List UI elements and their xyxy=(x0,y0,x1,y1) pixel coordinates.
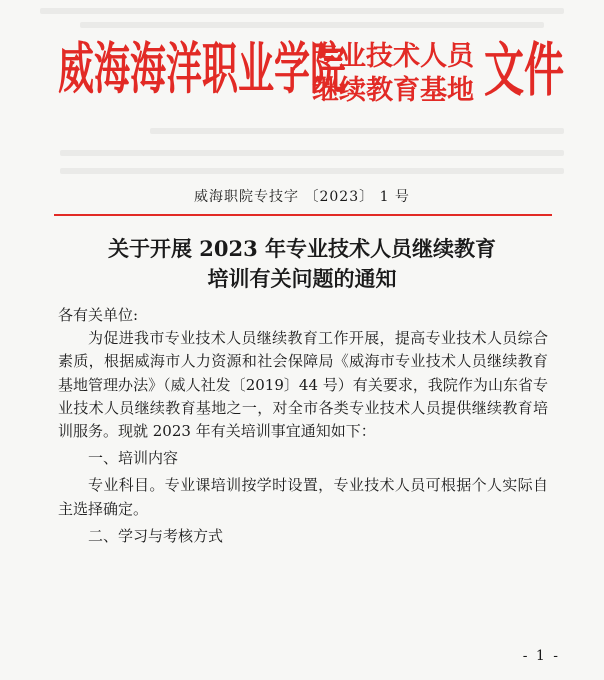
section-heading-1: 一、培训内容 xyxy=(88,449,179,468)
title-line-2: 培训有关问题的通知 xyxy=(207,266,397,291)
document-title xyxy=(0,234,604,294)
letterhead-doc-type: 文件 xyxy=(484,37,564,105)
bleed-through-line xyxy=(60,150,564,156)
letterhead-institution: 威海海洋职业学院 xyxy=(58,38,347,102)
intro-paragraph: 为促进我市专业技术人员继续教育工作开展，提高专业技术人员综合素质，根据威海市人力资源和社会保障局《威海市专业技术人员继续教育基地管理办法》（威人社发〔2019〕44 号）有关要求，我院作为山东省专业技术人员继续教育基地之一，对全市各类专业技术人员提供继续教育培训服务。现就 2023 年有关培训事宜通知如下： xyxy=(58,329,548,441)
title-line-1: 关于开展 2023 年专业技术人员继续教育 xyxy=(107,236,497,261)
bleed-through-line xyxy=(60,168,564,174)
letterhead-base-line2: 继续教育基地 xyxy=(312,75,474,106)
letterhead-base-line1: 专业技术人员 xyxy=(312,41,474,72)
document-number: 威海职院专技字 〔2023〕 1 号 xyxy=(194,189,410,205)
page-number: - 1 - xyxy=(522,648,560,664)
salutation: 各有关单位: xyxy=(58,306,139,324)
section-1-text: 专业科目。专业课培训按学时设置，专业技术人员可根据个人实际自主选择确定。 xyxy=(58,476,548,518)
red-divider xyxy=(54,214,552,216)
document-body xyxy=(58,304,548,552)
letterhead-base-name xyxy=(312,40,472,108)
section-heading-2: 二、学习与考核方式 xyxy=(88,526,224,545)
